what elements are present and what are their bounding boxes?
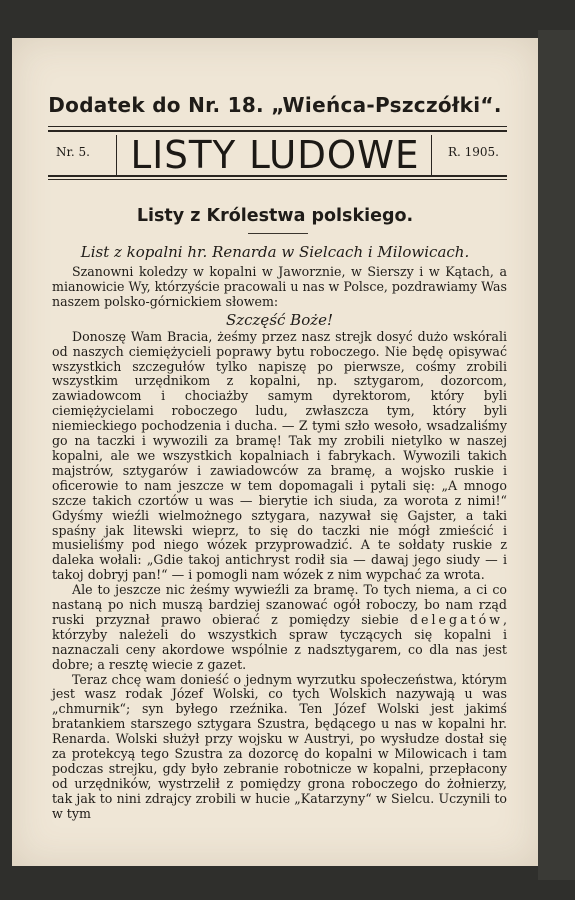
- paragraph-delegates-text-after: , którzyby należeli do wszystkich spraw tyczących się kopalni i naznaczali ceny akordowe wspólnie z nadsztygarem, co dla nas jest dobre; a resztę wiecie z gazet.: [52, 611, 507, 672]
- paragraph-delegates: [52, 583, 507, 672]
- article-subtitle: List z kopalni hr. Renarda w Sielcach i Milowicach.: [80, 243, 470, 261]
- masthead-divider-left: [116, 135, 117, 175]
- issue-year: R. 1905.: [447, 145, 499, 159]
- page-edge-shadow: [538, 30, 575, 880]
- masthead-divider-right: [431, 135, 432, 175]
- masthead-bottom-rule: [48, 175, 507, 177]
- title-divider: [248, 233, 308, 234]
- emphasized-word: delegatów: [409, 611, 503, 627]
- paragraph-wolski: Teraz chcę wam donieść o jednym wyrzutku społeczeństwa, którym jest wasz rodak Józef Wolski, co tych Wolskich nazywają u was „chmurnik“; syn byłego rzeźnika. Ten Józef Wolski jest jakimś bratankiem starszego sztygara Szustra, będącego u nas w kopalni hr. Renarda. Wolski służył przy wojsku w Austryi, po wysłudze dostał się za protekcyą tego Szustra za dozorcę do kopalni w Milowicach i tam podczas strejku, gdy było zebranie robotnicze w kopalni, przepłacony od urzędników, wystrzelił z pomiędzy grona roboczego do żołnierzy, tak jak to nini zdrajcy zrobili w hucie „Katarzyny“ w Sielcu. Uczynili to w tym: [52, 671, 507, 821]
- document-page: [12, 38, 538, 866]
- newspaper-title: LISTY LUDOWE: [130, 133, 420, 177]
- masthead-top-rule-thin: [48, 126, 507, 127]
- masthead-bottom-rule-thin: [48, 179, 507, 180]
- issue-number: Nr. 5.: [56, 145, 90, 159]
- paragraph-strike: Donoszę Wam Bracia, żeśmy przez nasz strejk dosyć dużo wskórali od naszych ciemiężycieli poprawy bytu roboczego. Nie będę opisywać wszystkich szczegułów tylko napiszę po pierwsze, cośmy zrobili wszystkim urzędnikom z kopalni, np. sztygarom, dozorcom, zawiadowcom i chociażby samym dyrektorom, który byli ciemiężycielami roboczego ludu, zwłaszcza tym, który byli niemieckiego pochodzenia i ducha. — Z tymi szło wesoło, wsadzaliśmy go na taczki i wywozili za bramę! Tak my zrobili nietylko w naszej kopalni, ale we wszystkich kopalniach i fabrykach. Wywozili takich majstrów, sztygarów i zawiadowców za bramę, a wojsko ruskie i oficerowie to nam jeszcze w tem dopomagali i pytali się: „A mnogo szcze takich czortów u was — bierytie ich siuda, za worota z nimi!“ Gdyśmy wieźli wielmożnego sztygara, nazywał się Gajster, a taki spaśny jak litewski wieprz, to się do taczki nie mógł zmieścić i musieliśmy pod niego wózek przyprowadzić. A te sołdaty ruskie z daleka wołali: „Gdie takoj antichryst rodił sia — dawaj jego siudy — i takoj dobryj pan!“ — i pomogli nam wózek z nim wypchać za wrota.: [52, 328, 507, 583]
- article-body: [52, 265, 507, 822]
- article-title: Listy z Królestwa polskiego.: [136, 206, 414, 226]
- supplement-heading: Dodatek do Nr. 18. „Wieńca-Pszczółki“.: [48, 93, 502, 117]
- masthead: [48, 131, 507, 177]
- paragraph-salutation: Szanowni koledzy w kopalni w Jaworznie, w Sierszy i w Kątach, a mianowicie Wy, którzyście pracowali u nas w Polsce, pozdrawiamy Was naszem polsko-górnickiem słowem:: [52, 264, 507, 309]
- greeting: Szczęść Boże!: [225, 310, 334, 329]
- paragraph-delegates-text-before: Ale to jeszcze nic żeśmy wywieźli za bramę. To tych niema, a ci co nastaną po nich muszą bardziej szanować ogół roboczy, bo nam rząd ruski przyznał prawo obierać z pomiędzy siebie: [52, 582, 507, 627]
